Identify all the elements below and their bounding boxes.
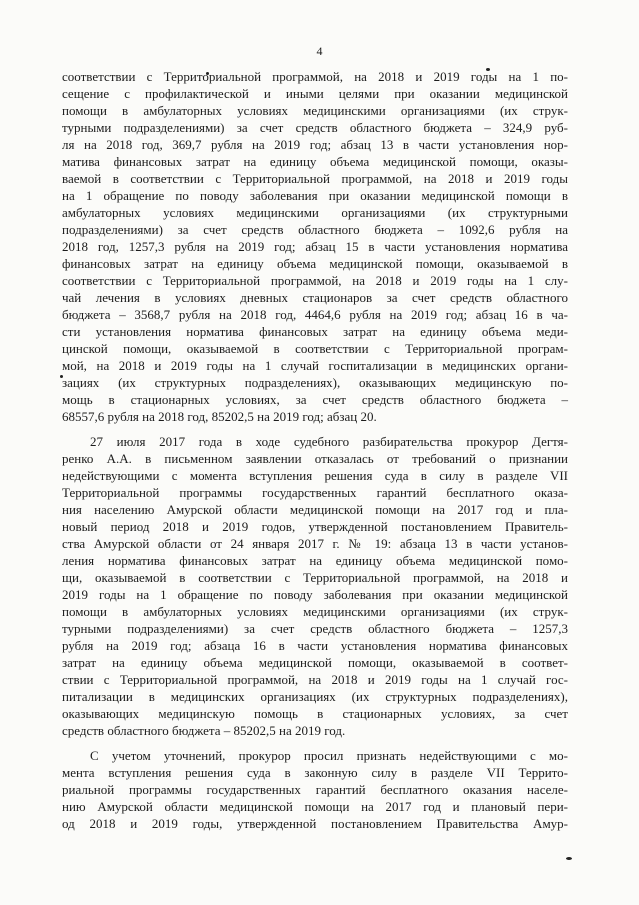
page-number: 4 bbox=[316, 44, 323, 58]
text-line: нию Амурской области медицинской помощи на 2017 год и плановый пери- bbox=[62, 799, 568, 814]
text-line: на 1 обращение по поводу заболевания при оказании медицинской помощи в bbox=[62, 188, 568, 203]
text-line: цинской помощи, оказываемой в соответствии с Территориальной програм- bbox=[62, 341, 568, 356]
document-body bbox=[62, 68, 568, 832]
text-line: ренко А.А. в письменном заявлении отказалась от требований о признании bbox=[62, 451, 568, 466]
text-line: 27 июля 2017 года в ходе судебного разбирательства прокурор Дегтя- bbox=[90, 434, 568, 449]
text-line: 68557,6 рубля на 2018 год, 85202,5 на 2019 год; абзац 20. bbox=[62, 409, 377, 424]
text-line: помощи в амбулаторных условиях медицинскими организациями (их струк- bbox=[62, 604, 568, 619]
text-line: турными подразделениями) за счет средств областного бюджета – 324,9 руб- bbox=[62, 120, 568, 135]
text-line: турными подразделениями) за счет средств областного бюджета – 1257,3 bbox=[62, 621, 568, 636]
text-line: риальной программы государственных гарантий бесплатного оказания населе- bbox=[62, 782, 568, 797]
text-line: ства Амурской области от 24 января 2017 г. № 19: абзаца 13 в части установ- bbox=[62, 536, 568, 551]
text-line: мента вступления решения суда в законную силу в разделе VII Террито- bbox=[62, 765, 568, 780]
text-line: соответствии с Территориальной программой, на 2018 и 2019 годы на 1 по- bbox=[62, 69, 568, 84]
text-line: ля на 2018 год, 369,7 рубля на 2019 год; абзац 13 в части установления нор- bbox=[62, 137, 568, 152]
text-line: матива финансовых затрат на единицу объема медицинской помощи, оказы- bbox=[62, 154, 568, 169]
text-line: оказывающих медицинскую помощь в стационарных условиях, за счет bbox=[62, 706, 568, 721]
text-line: подразделениями) за счет средств областного бюджета – 1092,6 рубля на bbox=[62, 222, 568, 237]
text-line: новый период 2018 и 2019 годов, утвержденной постановлением Правитель- bbox=[62, 519, 568, 534]
text-line: сещение с профилактической и иными целями при оказании медицинской bbox=[62, 86, 568, 101]
text-line: 2019 годы на 1 обращение по поводу заболевания при оказании медицинской bbox=[62, 587, 568, 602]
paragraph-gap bbox=[62, 739, 568, 747]
text-line: затрат на единицу объема медицинской помощи, оказываемой в соответ- bbox=[62, 655, 568, 670]
text-line: ния населению Амурской области медицинской помощи на 2017 год и пла- bbox=[62, 502, 568, 517]
text-line: од 2018 и 2019 годы, утвержденной постановлением Правительства Амур- bbox=[62, 816, 568, 831]
text-line: соответствии с Территориальной программой, на 2018 и 2019 годы на 1 слу- bbox=[62, 273, 568, 288]
text-line: щи, оказываемой в соответствии с Территориальной программой, на 2018 и bbox=[62, 570, 568, 585]
text-line: сти установления норматива финансовых затрат на единицу объема меди- bbox=[62, 324, 568, 339]
text-line: мой, на 2018 и 2019 годы на 1 случай госпитализации в медицинских органи- bbox=[62, 358, 568, 373]
text-line: Территориальной программы государственных гарантий бесплатного оказа- bbox=[62, 485, 568, 500]
text-line: ваемой в соответствии с Территориальной программой, на 2018 и 2019 годы bbox=[62, 171, 568, 186]
text-line: ствии с Территориальной программой, на 2018 и 2019 годы на 1 случай гос- bbox=[62, 672, 568, 687]
text-line: ления норматива финансовых затрат на единицу объема медицинской помо- bbox=[62, 553, 568, 568]
text-line: средств областного бюджета – 85202,5 на 2019 год. bbox=[62, 723, 346, 738]
scan-speck bbox=[566, 857, 572, 860]
text-line: зациях (их структурных подразделениях), оказывающих медицинскую по- bbox=[62, 375, 568, 390]
text-line: питализации в медицинских организациях (их структурных подразделениях), bbox=[62, 689, 568, 704]
text-line: С учетом уточнений, прокурор просил признать недействующими с мо- bbox=[90, 748, 568, 763]
text-line: 2018 год, 1257,3 рубля на 2019 год; абзац 15 в части установления норматива bbox=[62, 239, 568, 254]
text-line: помощи в амбулаторных условиях медицинскими организациями (их струк- bbox=[62, 103, 568, 118]
text-line: чай лечения в условиях дневных стационаров за счет средств областного bbox=[62, 290, 568, 305]
text-line: недействующими с момента вступления решения суда в силу в разделе VII bbox=[62, 468, 568, 483]
text-line: бюджета – 3568,7 рубля на 2018 год, 4464,6 рубля на 2019 год; абзац 16 в ча- bbox=[62, 307, 568, 322]
text-line: рубля на 2019 год; абзаца 16 в части установления норматива финансовых bbox=[62, 638, 568, 653]
text-line: амбулаторных условиях медицинскими организациями (их структурными bbox=[62, 205, 568, 220]
paragraph-gap bbox=[62, 425, 568, 433]
text-line: финансовых затрат на единицу объема медицинской помощи, оказываемой в bbox=[62, 256, 568, 271]
text-line: мощь в стационарных условиях, за счет средств областного бюджета – bbox=[62, 392, 568, 407]
